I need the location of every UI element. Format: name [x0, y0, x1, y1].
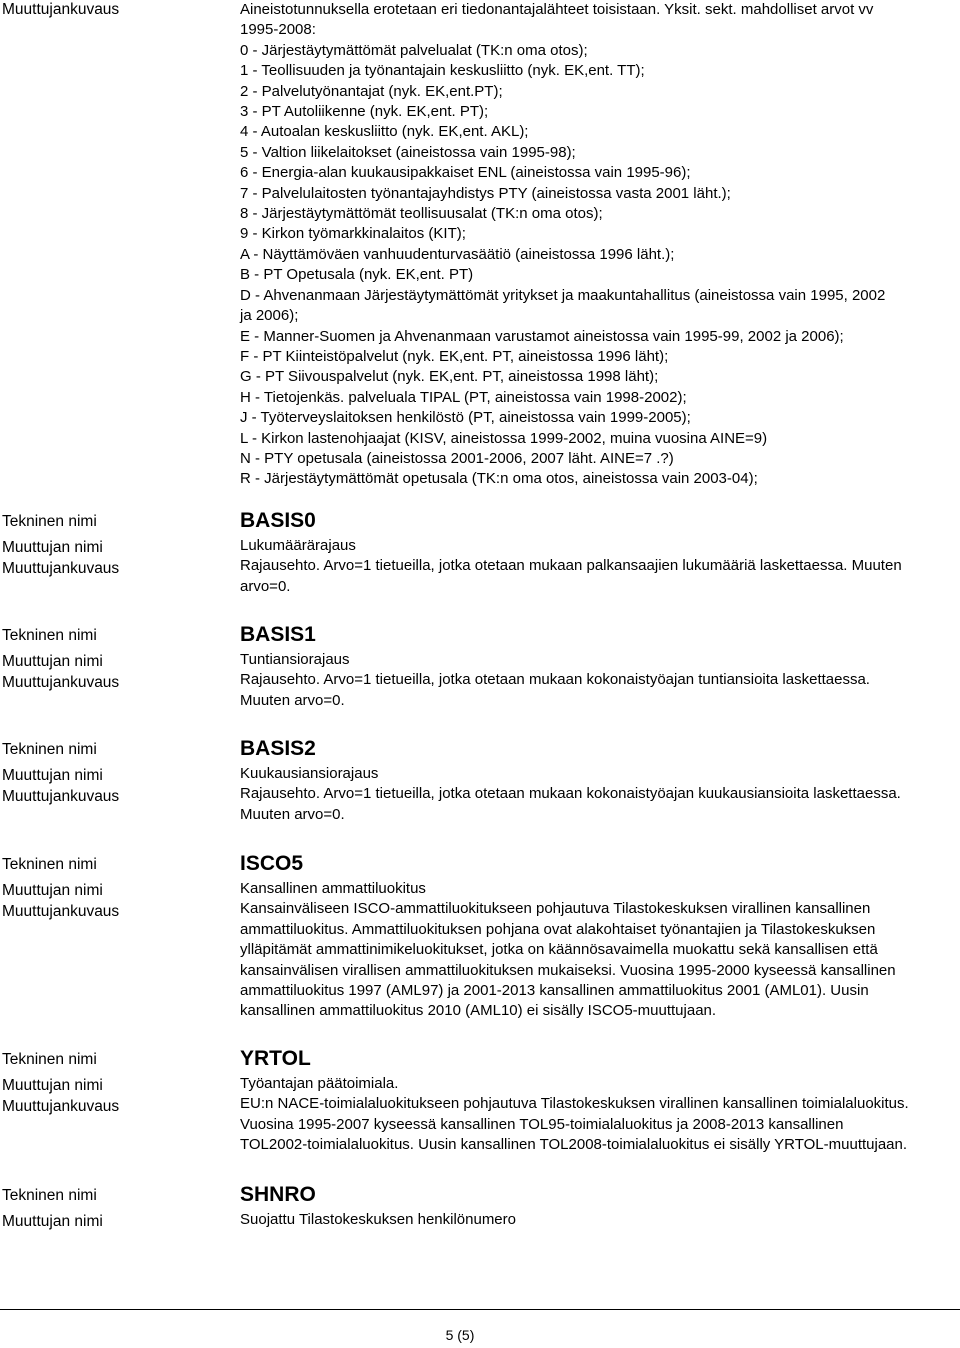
muuttujankuvaus-label: Muuttujankuvaus [2, 1097, 120, 1115]
muuttujankuvaus-label: Muuttujankuvaus [2, 559, 120, 577]
description-line: Rajausehto. Arvo=1 tietueilla, jotka otetaan mukaan palkansaajien lukumääriä laskettaessa. Muuten [240, 557, 902, 575]
tekninen-nimi-label: Tekninen nimi [2, 856, 97, 873]
description-line: kansallinen ammattiluokitus 2010 (AML10) ei sisälly ISCO5-muuttujaan. [240, 1002, 717, 1020]
description-line: 1995-2008: [240, 21, 316, 39]
description-line: Rajausehto. Arvo=1 tietueilla, jotka otetaan mukaan kokonaistyöajan tuntiansioita laskettaessa. [240, 671, 870, 689]
description-line: Rajausehto. Arvo=1 tietueilla, jotka otetaan mukaan kokonaistyöajan kuukausiansioita laskettaessa. [240, 785, 901, 803]
value-column [240, 624, 960, 711]
variable-name: Tuntiansiorajaus [240, 651, 350, 668]
description-line: N - PTY opetusala (aineistossa 2001-2006, 2007 läht. AINE=7 .?) [240, 449, 674, 467]
description-line: E - Manner-Suomen ja Ahvenanmaan varustamot aineistossa vain 1995-99, 2002 ja 2006); [240, 327, 844, 345]
value-column [240, 1048, 960, 1156]
description-line: ja 2006); [240, 307, 299, 325]
label-column [2, 853, 234, 922]
description-line: 9 - Kirkon työmarkkinalaitos (KIT); [240, 225, 466, 243]
label-column [2, 0, 234, 20]
description-line: Muuten arvo=0. [240, 691, 345, 709]
description-line: 7 - Palvelulaitosten työnantajayhdistys PTY (aineistossa vasta 2001 läht.); [240, 184, 731, 202]
description-line: 5 - Valtion liikelaitokset (aineistossa vain 1995-98); [240, 143, 576, 161]
tekninen-nimi-label: Tekninen nimi [2, 741, 97, 758]
description-line: 2 - Palvelutyönantajat (nyk. EK,ent.PT); [240, 82, 503, 100]
description-line: 3 - PT Autoliikenne (nyk. EK,ent. PT); [240, 103, 489, 121]
label-column [2, 510, 234, 579]
description-line: A - Näyttämöväen vanhuudenturvasäätiö (aineistossa 1996 läht.); [240, 245, 675, 263]
label-column [2, 1184, 234, 1233]
technical-name: BASIS2 [240, 737, 316, 760]
variable-name: Työantajan päätoimiala. [240, 1075, 399, 1092]
value-column [240, 853, 960, 1022]
variable-name: Kansallinen ammattiluokitus [240, 880, 426, 897]
description-line: Muuten arvo=0. [240, 805, 345, 823]
description-line: J - Työterveyslaitoksen henkilöstö (PT, aineistossa vain 1999-2005); [240, 409, 691, 427]
muuttujan-nimi-label: Muuttujan nimi [2, 1213, 103, 1231]
page-number: 5 (5) [445, 1327, 475, 1343]
label-column [2, 1048, 234, 1117]
muuttujan-nimi-label: Muuttujan nimi [2, 539, 103, 557]
variable-name: Kuukausiansiorajaus [240, 765, 379, 782]
variable-name: Lukumäärärajaus [240, 537, 356, 554]
tekninen-nimi-label: Tekninen nimi [2, 1187, 97, 1204]
description-line: Vuosina 1995-2007 kyseessä kansallinen TOL95-toimialaluokitus ja 2008-2013 kansallinen [240, 1115, 844, 1133]
technical-name: BASIS1 [240, 623, 316, 646]
label-column [2, 738, 234, 807]
muuttujankuvaus-label: Muuttujankuvaus [2, 673, 120, 691]
tekninen-nimi-label: Tekninen nimi [2, 513, 97, 530]
technical-name: YRTOL [240, 1047, 311, 1070]
description-line: 0 - Järjestäytymättömät palvelualat (TK:n oma otos); [240, 41, 588, 59]
description-line: F - PT Kiinteistöpalvelut (nyk. EK,ent. PT, aineistossa 1996 läht); [240, 347, 669, 365]
description-line: ylläpitämät ammattinimikeluokitukset, jotka on käännösavaimella muokattu sekä kansallisen että [240, 941, 878, 959]
description-line: Aineistotunnuksella erotetaan eri tiedonantajalähteet toisistaan. Yksit. sekt. mahdolliset arvot vv [240, 1, 874, 18]
description-line: H - Tietojenkäs. palveluala TIPAL (PT, aineistossa vain 1998-2002); [240, 388, 687, 406]
description-line: R - Järjestäytymättömät opetusala (TK:n oma otos, aineistossa vain 2003-04); [240, 470, 758, 488]
technical-name: BASIS0 [240, 509, 316, 532]
description-line: 1 - Teollisuuden ja työnantajain keskusliitto (nyk. EK,ent. TT); [240, 62, 645, 80]
tekninen-nimi-label: Tekninen nimi [2, 627, 97, 644]
description-line: B - PT Opetusala (nyk. EK,ent. PT) [240, 266, 474, 284]
variable-name: Suojattu Tilastokeskuksen henkilönumero [240, 1211, 516, 1228]
description-line: EU:n NACE-toimialaluokitukseen pohjautuva Tilastokeskuksen virallinen kansallinen toimialaluokitus. [240, 1095, 909, 1113]
muuttujan-nimi-label: Muuttujan nimi [2, 653, 103, 671]
muuttujankuvaus-label: Muuttujankuvaus [2, 902, 120, 920]
label-column [2, 624, 234, 693]
technical-name: SHNRO [240, 1183, 316, 1206]
description-line: L - Kirkon lastenohjaajat (KISV, aineistossa 1999-2002, muina vuosina AINE=9) [240, 429, 768, 447]
description-line: arvo=0. [240, 577, 291, 595]
muuttujankuvaus-label: Muuttujankuvaus [2, 787, 120, 805]
muuttujan-nimi-label: Muuttujan nimi [2, 1077, 103, 1095]
description-line: ammattiluokitus 1997 (AML97) ja 2001-2013 kansallinen ammattiluokitus 2001 (AML01). Uusin [240, 982, 869, 1000]
description-line: 6 - Energia-alan kuukausipakkaiset ENL (aineistossa vain 1995-96); [240, 164, 691, 182]
description-line: 8 - Järjestäytymättömät teollisuusalat (TK:n oma otos); [240, 205, 603, 223]
value-column [240, 510, 960, 597]
variable-description [240, 0, 960, 490]
muuttujan-nimi-label: Muuttujan nimi [2, 767, 103, 785]
footer-divider [0, 1309, 960, 1310]
description-line: ammattiluokitus. Ammattiluokituksen pohjana ovat alakohtaiset työnantajien ja Tilastokeskuksen [240, 920, 876, 938]
description-line: TOL2002-toimialaluokitus. Uusin kansallinen TOL2008-toimialaluokitus ei sisälly YRTOL-muuttujaan. [240, 1136, 908, 1154]
value-column [240, 738, 960, 825]
description-line: G - PT Siivouspalvelut (nyk. EK,ent. PT, aineistossa 1998 läht); [240, 368, 659, 386]
description-line: Kansainväliseen ISCO-ammattiluokitukseen pohjautuva Tilastokeskuksen virallinen kansallinen [240, 900, 871, 918]
description-line: kansainvälisen virallisen ammattiluokituksen mukaiseksi. Vuosina 1995-2000 kyseessä kansallinen [240, 961, 896, 979]
technical-name: ISCO5 [240, 852, 304, 875]
description-line: D - Ahvenanmaan Järjestäytymättömät yritykset ja maakuntahallitus (aineistossa vain 1995, 2002 [240, 286, 886, 304]
tekninen-nimi-label: Tekninen nimi [2, 1051, 97, 1068]
description-line: 4 - Autoalan keskusliitto (nyk. EK,ent. AKL); [240, 123, 529, 141]
value-column [240, 1184, 960, 1230]
muuttujankuvaus-label: Muuttujankuvaus [2, 1, 120, 18]
muuttujan-nimi-label: Muuttujan nimi [2, 882, 103, 900]
